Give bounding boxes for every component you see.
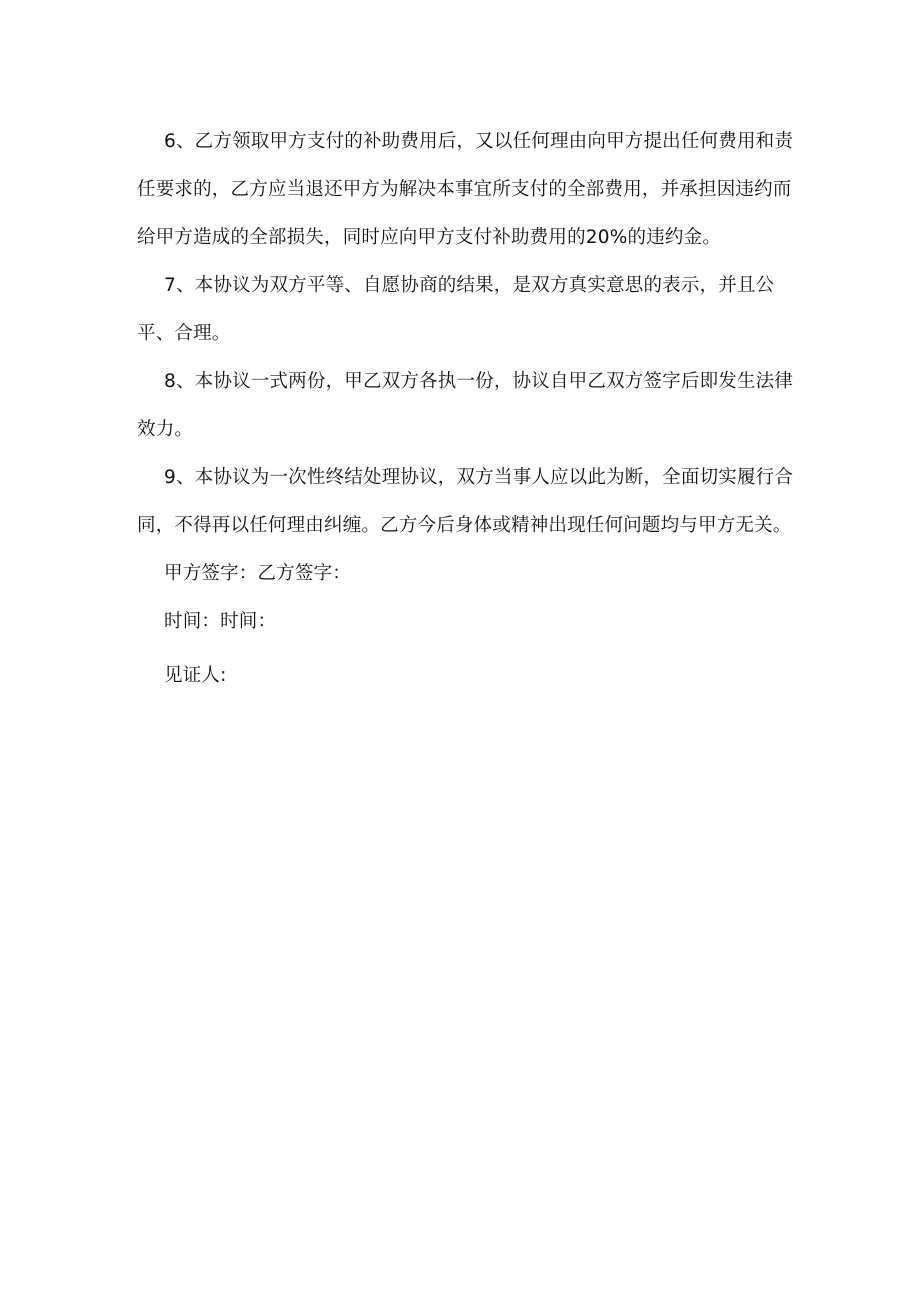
document-body (137, 118, 797, 700)
clause-9: 9、本协议为一次性终结处理协议，双方当事人应以此为断，全面切实履行合同，不得再以任何理由纠缠。乙方今后身体或精神出现任何问题均与甲方无关。 (137, 467, 794, 536)
clause-6: 6、乙方领取甲方支付的补助费用后，又以任何理由向甲方提出任何费用和责任要求的，乙方应当退还甲方为解决本事宜所支付的全部费用，并承担因违约而给甲方造成的全部损失，同时应向甲方支付补助费用的20%的违约金。 (137, 131, 794, 248)
clause-7: 7、本协议为双方平等、自愿协商的结果，是双方真实意思的表示，并且公平、合理。 (137, 275, 775, 344)
clause-8: 8、本协议一式两份，甲乙双方各执一份，协议自甲乙双方签字后即发生法律效力。 (137, 371, 794, 440)
witness-line: 见证人: (164, 665, 227, 686)
time-line: 时间：时间： (164, 611, 277, 632)
signature-line: 甲方签字：乙方签字： (164, 563, 352, 584)
